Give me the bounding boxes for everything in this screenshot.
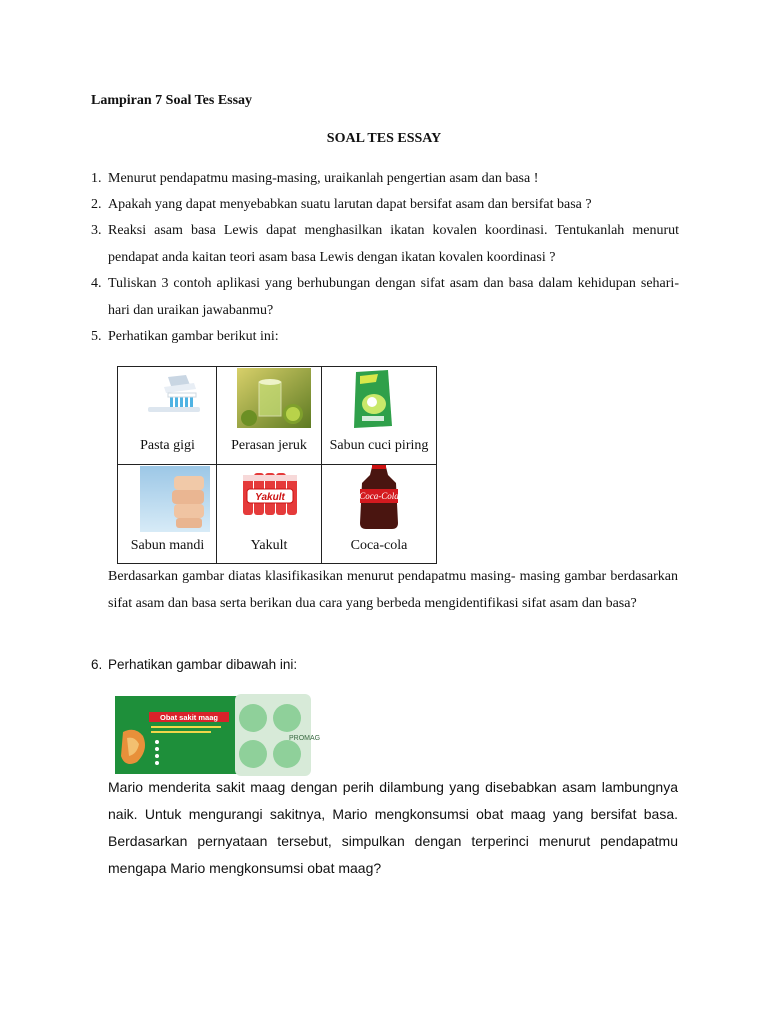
table-cell-pasta-gigi — [117, 366, 217, 465]
item-label: Sabun cuci piring — [329, 438, 429, 453]
question-6 — [91, 651, 679, 678]
coca-cola-bottle-image — [344, 465, 414, 531]
question-number: 5. — [91, 329, 102, 344]
question-3 — [91, 217, 679, 271]
item-label: Perasan jeruk — [231, 438, 307, 453]
question-1 — [91, 165, 679, 192]
question-text: Apakah yang dapat menyebabkan suatu larutan dapat bersifat asam dan bersifat basa ? — [108, 197, 592, 212]
table-cell-sabun-cuci-piring — [321, 366, 437, 465]
question-number: 1. — [91, 171, 102, 186]
table-cell-perasan-jeruk — [216, 366, 322, 465]
yakult-bottles-image — [239, 467, 305, 523]
question-number: 3. — [91, 223, 102, 238]
question-5 — [91, 323, 679, 350]
appendix-heading: Lampiran 7 Soal Tes Essay — [91, 93, 253, 108]
table-cell-yakult — [216, 464, 322, 564]
question-text: Reaksi asam basa Lewis dapat menghasilkan ikatan kovalen koordinasi. Tentukanlah menurut pendapat anda kaitan teori asam basa Lewis dengan ikatan kovalen koordinasi ? — [108, 223, 679, 265]
lime-juice-image — [237, 368, 311, 428]
item-label: Pasta gigi — [140, 438, 195, 453]
table-cell-sabun-mandi — [117, 464, 217, 564]
pack-title-text: Obat sakit maag — [160, 713, 218, 722]
product-image-table — [117, 366, 437, 564]
question-text: Perhatikan gambar dibawah ini: — [108, 657, 298, 672]
question-number: 6. — [91, 657, 103, 672]
question-text: Menurut pendapatmu masing-masing, uraikanlah pengertian asam dan basa ! — [108, 171, 539, 186]
bath-soap-image — [140, 466, 210, 532]
page-title: SOAL TES ESSAY — [326, 131, 442, 146]
table-cell-coca-cola — [321, 464, 437, 564]
item-label: Sabun mandi — [130, 538, 205, 553]
coca-cola-logo-text: Coca-Cola — [359, 491, 399, 501]
question-6-followup: Mario menderita sakit maag dengan perih dilambung yang disebabkan asam lambungnya naik. Untuk mengurangi sakitnya, Mario mengkonsumsi obat maag yang bersifat basa. Berdasarkan pernyataan tersebut, simpulkan dengan terperinci menurut pendapatmu mengapa Mario mengkonsumsi obat maag? — [108, 779, 678, 876]
question-text: Tuliskan 3 contoh aplikasi yang berhubungan dengan sifat asam dan basa dalam kehidupan sehari-hari dan uraikan jawabanmu? — [108, 276, 679, 318]
question-number: 4. — [91, 276, 102, 291]
item-label: Coca-cola — [350, 538, 408, 553]
dish-soap-pouch-image — [348, 368, 398, 430]
item-label: Yakult — [250, 538, 288, 553]
toothpaste-image — [140, 371, 202, 419]
question-number: 2. — [91, 197, 102, 212]
question-2 — [91, 191, 679, 218]
blister-print: PROMAG — [289, 735, 321, 742]
antacid-tablet-pack-image — [115, 692, 321, 778]
question-4 — [91, 270, 679, 324]
question-text: Perhatikan gambar berikut ini: — [108, 329, 279, 344]
yakult-logo-text: Yakult — [255, 492, 285, 503]
question-5-followup: Berdasarkan gambar diatas klasifikasikan menurut pendapatmu masing- masing gambar berdasarkan sifat asam dan basa serta berikan dua cara yang berbeda mengidentifikasi sifat asam dan basa? — [108, 569, 678, 611]
